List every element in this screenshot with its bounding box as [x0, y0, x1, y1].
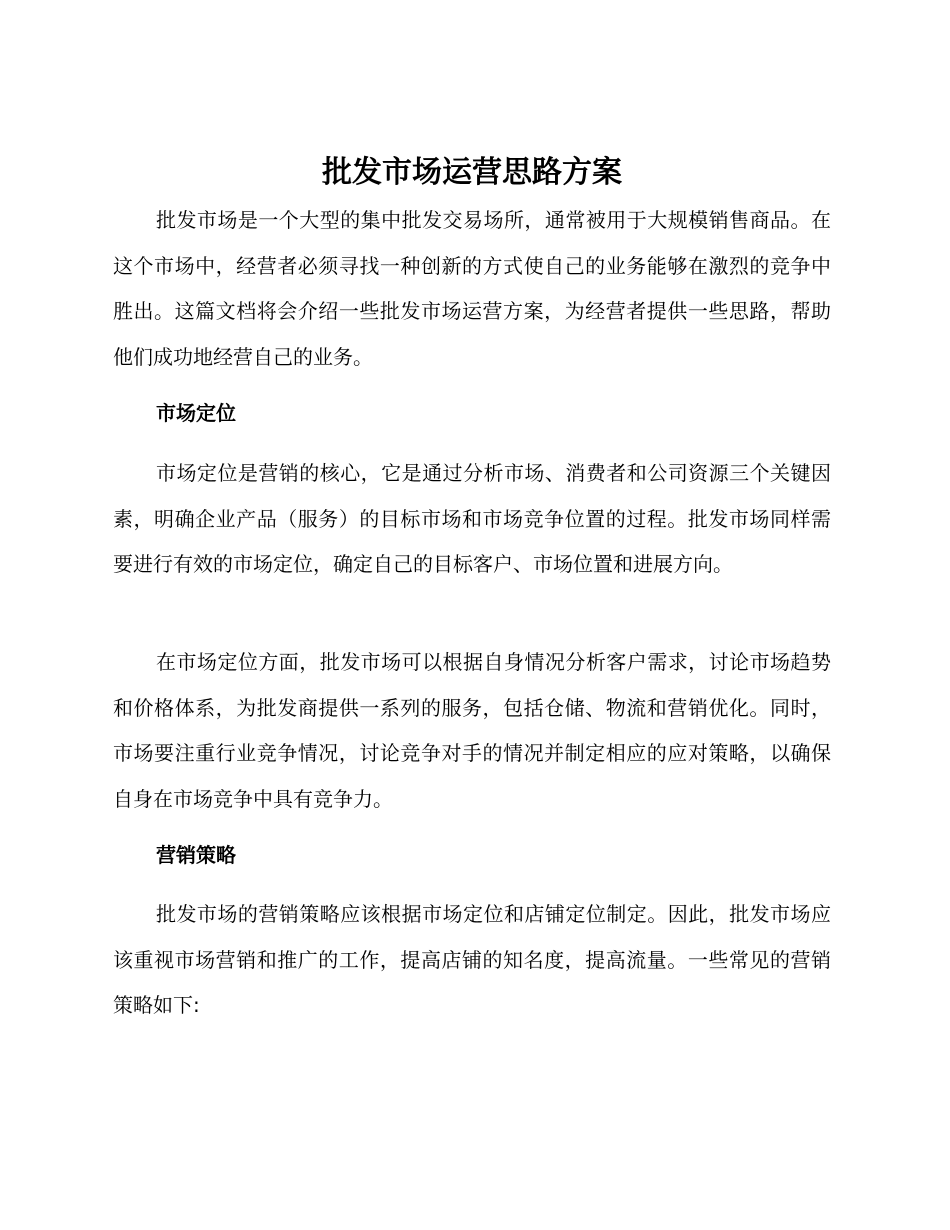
- market-positioning-paragraph-2: 在市场定位方面，批发市场可以根据自身情况分析客户需求，讨论市场趋势和价格体系，为批发商提供一系列的服务，包括仓储、物流和营销优化。同时，市场要注重行业竞争情况，讨论竞争对手的情况并制定相应的应对策略，以确保自身在市场竞争中具有竞争力。: [113, 650, 831, 811]
- document-title: 批发市场运营思路方案: [322, 155, 622, 190]
- market-positioning-paragraph-1: 市场定位是营销的核心，它是通过分析市场、消费者和公司资源三个关键因素，明确企业产品（服务）的目标市场和市场竞争位置的过程。批发市场同样需要进行有效的市场定位，确定自己的目标客户、市场位置和进展方向。: [113, 461, 831, 576]
- section-heading-market-positioning: 市场定位: [156, 401, 236, 425]
- intro-paragraph: 批发市场是一个大型的集中批发交易场所，通常被用于大规模销售商品。在这个市场中，经营者必须寻找一种创新的方式使自己的业务能够在激烈的竞争中胜出。这篇文档将会介绍一些批发市场运营方案，为经营者提供一些思路，帮助他们成功地经营自己的业务。: [113, 208, 831, 369]
- marketing-strategy-paragraph-1: 批发市场的营销策略应该根据市场定位和店铺定位制定。因此，批发市场应该重视市场营销和推广的工作，提高店铺的知名度，提高流量。一些常见的营销策略如下:: [113, 902, 831, 1017]
- section-heading-marketing-strategy: 营销策略: [156, 843, 236, 867]
